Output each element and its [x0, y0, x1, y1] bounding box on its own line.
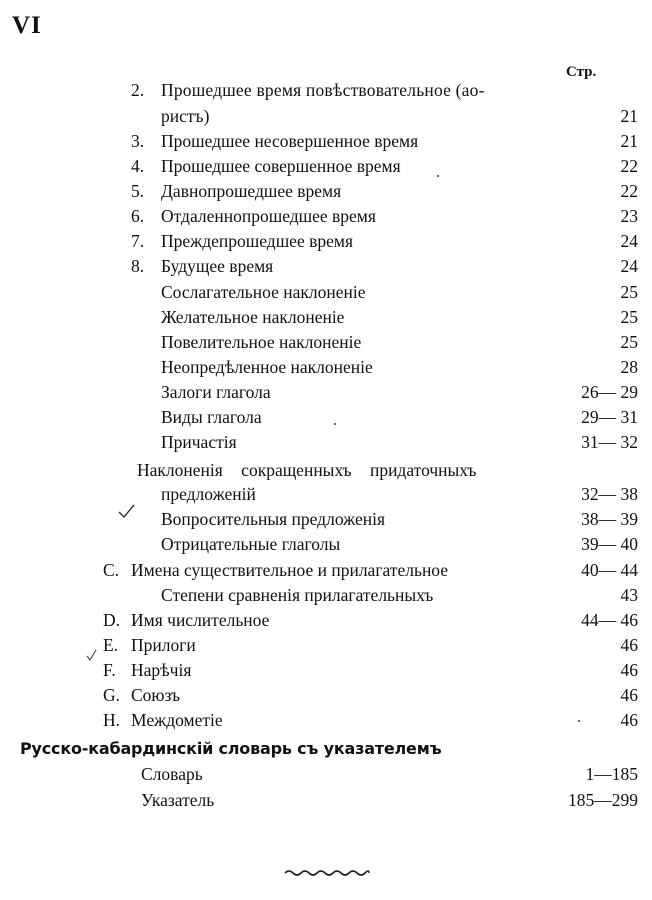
- toc-entry-page: 185—299: [568, 790, 638, 810]
- toc-entry-number: 7.: [131, 231, 145, 251]
- toc-entry-number: 5.: [131, 181, 145, 201]
- toc-entry-page: 21: [620, 106, 638, 126]
- toc-entry-page: 24: [620, 231, 638, 251]
- toc-entry: [0, 788, 652, 812]
- toc-entry-title: Наклоненія сокращенныхъ придаточныхъ: [137, 460, 477, 480]
- ink-speck: [334, 423, 336, 425]
- toc-entry-title: Прошедшее совершенное время: [161, 156, 401, 176]
- toc-entry-page: 25: [620, 332, 638, 352]
- toc-entry-title: предложеній: [161, 484, 256, 504]
- toc-entry-title: Союзъ: [131, 685, 181, 705]
- toc-entry-page: 25: [620, 307, 638, 327]
- page-column-header: Стр.: [566, 64, 597, 80]
- toc-entry: [0, 558, 652, 582]
- toc-entry-title: Неопредѣленное наклоненіе: [161, 357, 373, 377]
- ink-speck: [578, 720, 580, 722]
- toc-entry-page: 46: [620, 710, 638, 730]
- toc-entry-title: Желательное наклоненіе: [161, 307, 345, 327]
- toc-entry-number: F.: [103, 660, 116, 680]
- toc-entry: [0, 380, 652, 404]
- toc-entry-page: 38— 39: [581, 509, 638, 529]
- page-number: VI: [12, 12, 42, 39]
- toc-entry: [0, 330, 652, 354]
- toc-entry-title: Словарь: [141, 764, 203, 784]
- ornamental-rule-icon: [283, 868, 371, 878]
- toc-entry-title: Нарѣчія: [131, 660, 192, 680]
- toc-entry-page: 23: [620, 206, 638, 226]
- toc-entry-title: Повелительное наклоненіе: [161, 332, 362, 352]
- toc-entry: [0, 583, 652, 607]
- toc-entry-page: 24: [620, 256, 638, 276]
- toc-entry: [0, 229, 652, 253]
- toc-entry: [0, 532, 652, 556]
- toc-entry: [0, 762, 652, 786]
- toc-entry-title: Виды глагола: [161, 407, 262, 427]
- toc-entry-page: 46: [620, 660, 638, 680]
- toc-entry-number: G.: [103, 685, 121, 705]
- toc-entry: [0, 405, 652, 429]
- toc-entry: [0, 458, 652, 482]
- toc-entry: [0, 608, 652, 632]
- toc-entry-number: D.: [103, 610, 121, 630]
- toc-entry-title: Сослагательное наклоненіе: [161, 282, 366, 302]
- toc-entry-number: 6.: [131, 206, 145, 226]
- toc-entry-number: C.: [103, 560, 120, 580]
- toc-entry-title: Имена существительное и прилагательное: [131, 560, 449, 580]
- toc-entry-page: 43: [620, 585, 638, 605]
- toc-entry-page: 46: [620, 685, 638, 705]
- toc-entry-title: Давнопрошедшее время: [161, 181, 342, 201]
- toc-entry: [0, 204, 652, 228]
- toc-entry-title: Отдаленнопрошедшее время: [161, 206, 376, 226]
- toc-entry-number: 2.: [131, 80, 145, 100]
- toc-entry-number: E.: [103, 635, 119, 655]
- toc-entry-page: 32— 38: [581, 484, 638, 504]
- toc-entry-page: 28: [620, 357, 638, 377]
- toc-entry: [0, 482, 652, 506]
- toc-entry-number: H.: [103, 710, 121, 730]
- toc-entry: [0, 507, 652, 531]
- toc-entry-title: ристъ): [161, 106, 210, 126]
- toc-entry-title: Будущее время: [161, 256, 274, 276]
- toc-entry-number: 3.: [131, 131, 145, 151]
- toc-entry: [0, 104, 652, 128]
- toc-entry-title: Преждепрошедшее время: [161, 231, 353, 251]
- toc-entry-title: Указатель: [141, 790, 215, 810]
- toc-entry-title: Залоги глагола: [161, 382, 271, 402]
- toc-entry: [0, 280, 652, 304]
- toc-entry-page: 25: [620, 282, 638, 302]
- toc-entry-page: 22: [620, 181, 638, 201]
- toc-entry-title: Прилоги: [131, 635, 196, 655]
- toc-entry-page: 40— 44: [581, 560, 638, 580]
- check-mark-icon: [86, 648, 98, 662]
- toc-entry-page: 39— 40: [581, 534, 638, 554]
- ink-speck: [437, 175, 439, 177]
- toc-entry: [0, 430, 652, 454]
- toc-entry: [0, 305, 652, 329]
- toc-entry: [0, 154, 652, 178]
- toc-entry-number: 8.: [131, 256, 145, 276]
- toc-entry-page: 22: [620, 156, 638, 176]
- toc-entry-title: Причастія: [161, 432, 237, 452]
- toc-entry-title: Степени сравненія прилагательныхъ: [161, 585, 434, 605]
- toc-entry-title: Отрицательные глаголы: [161, 534, 341, 554]
- toc-entry-page: 21: [620, 131, 638, 151]
- toc-entry-title: Вопросительныя предложенія: [161, 509, 386, 529]
- toc-entry-page: 29— 31: [581, 407, 638, 427]
- toc-entry-page: 31— 32: [581, 432, 638, 452]
- check-mark-icon: [118, 503, 136, 519]
- toc-entry: [0, 179, 652, 203]
- dictionary-heading: Русско-кабардинскій словарь съ указателемъ: [20, 739, 442, 758]
- toc-entry-title: Междометіе: [131, 710, 223, 730]
- toc-entry: [0, 708, 652, 732]
- toc-entry-title: Прошедшее время повѣствовательное (ао-: [161, 80, 485, 100]
- toc-entry-title: Прошедшее несовершенное время: [161, 131, 419, 151]
- toc-entry: [0, 129, 652, 153]
- toc-entry-page: 1—185: [585, 764, 638, 784]
- toc-entry: [0, 683, 652, 707]
- toc-entry-page: 44— 46: [581, 610, 638, 630]
- toc-entry: [0, 254, 652, 278]
- toc-entry-number: 4.: [131, 156, 145, 176]
- toc-entry: [0, 78, 652, 102]
- toc-entry-title: Имя числительное: [131, 610, 270, 630]
- toc-entry-page: 26— 29: [581, 382, 638, 402]
- toc-entry-page: 46: [620, 635, 638, 655]
- toc-entry: [0, 355, 652, 379]
